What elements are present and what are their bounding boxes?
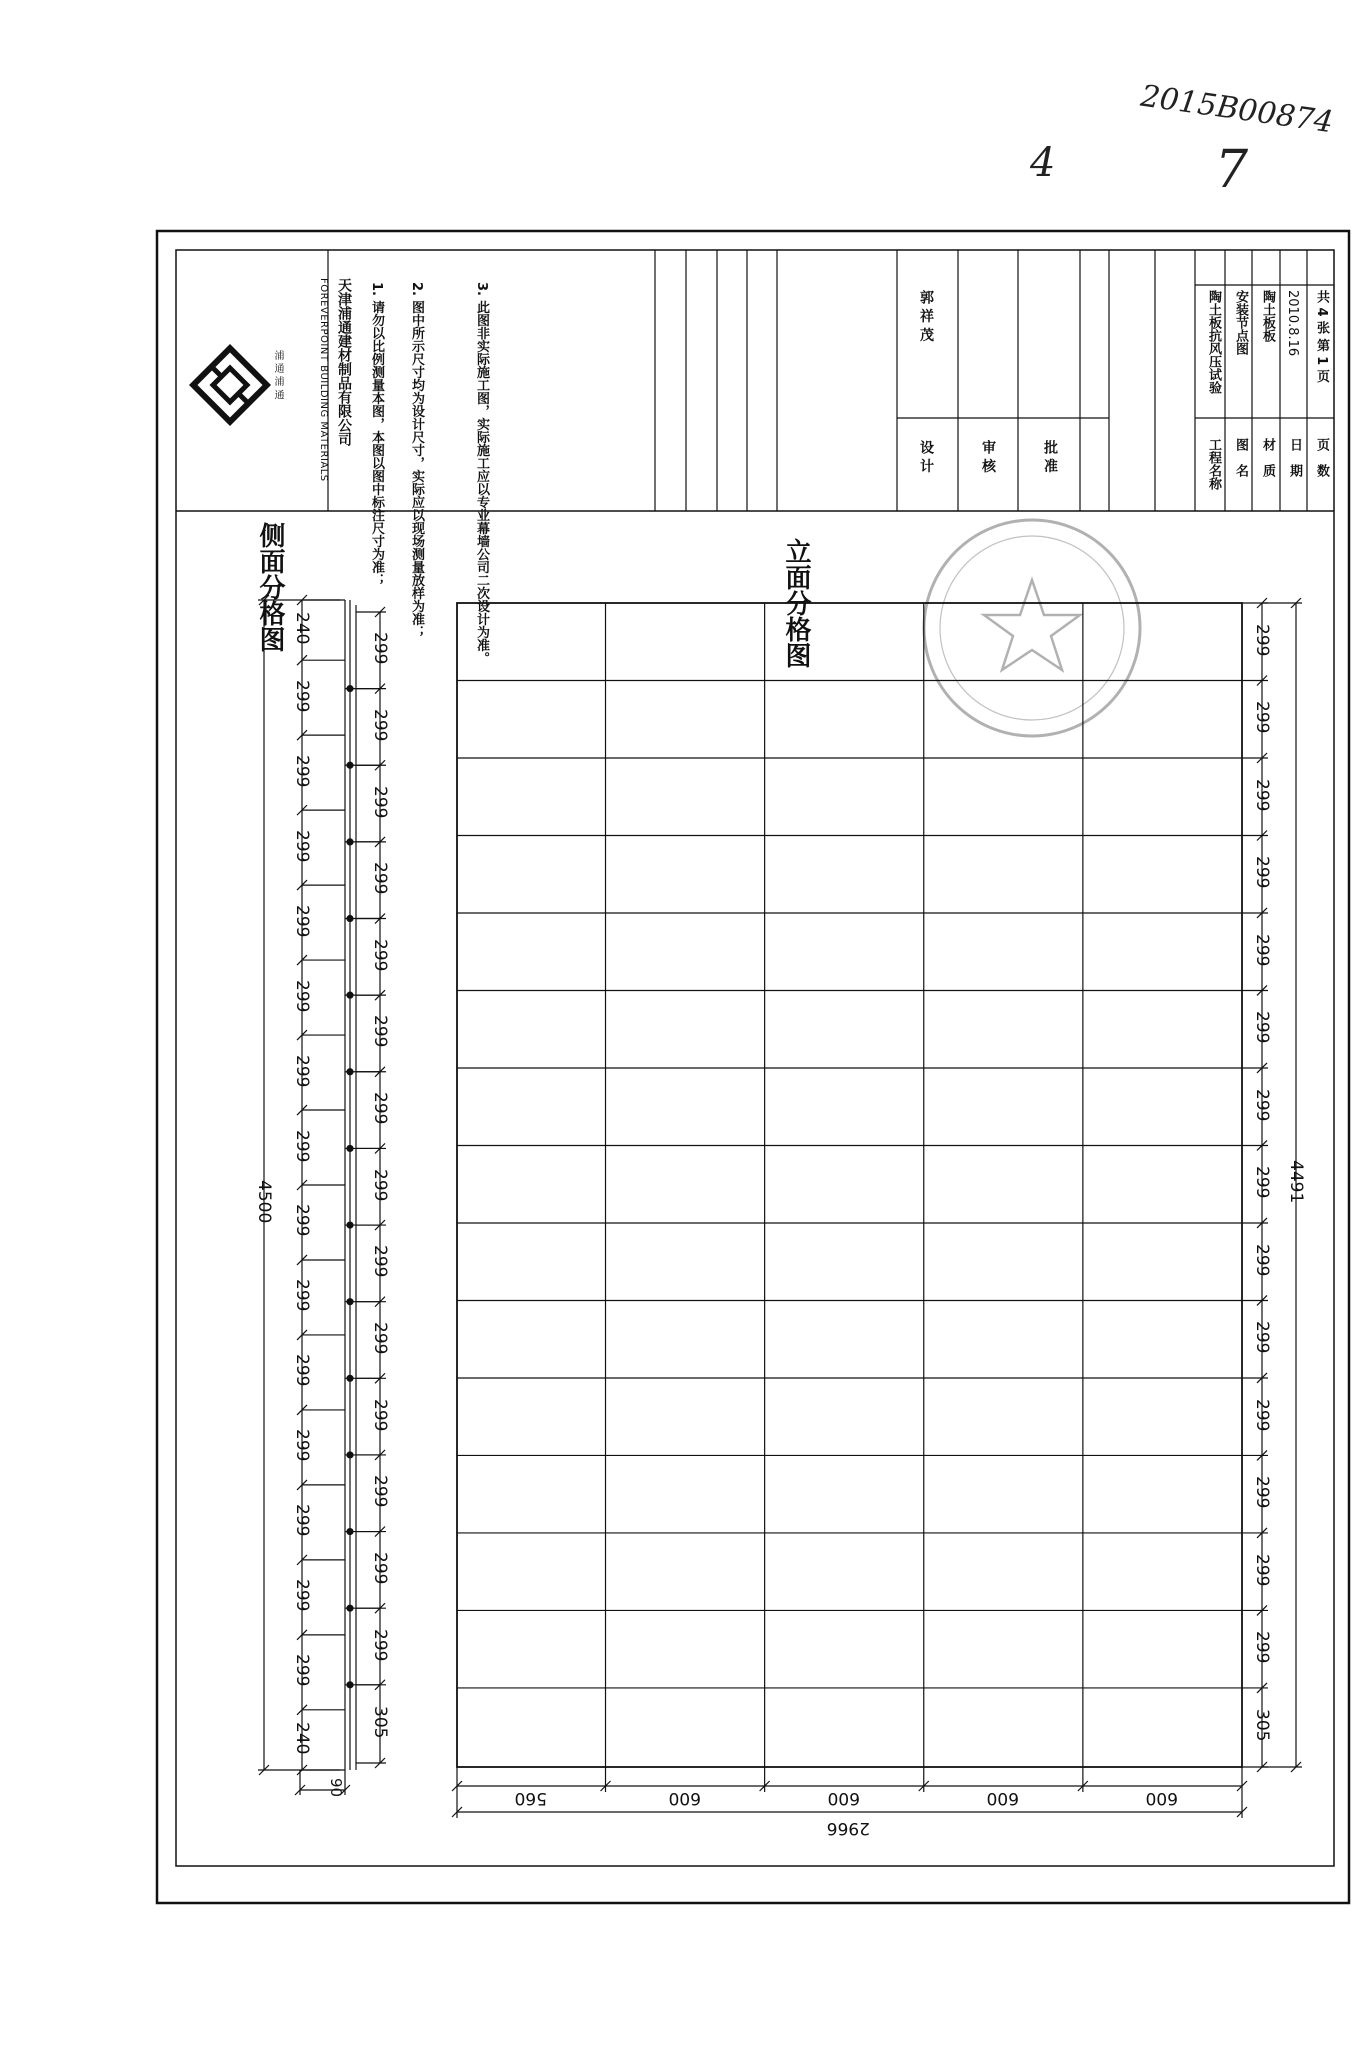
side-left-dimension-label: 240	[292, 1721, 312, 1755]
field-material-label: 材 质	[1260, 438, 1275, 477]
outer-frame	[157, 231, 1349, 1903]
side-right-dimension-label: 299	[370, 708, 390, 742]
front-elevation-grid	[457, 603, 1242, 1767]
role-designer-value: 郭 祥 茂	[918, 290, 934, 342]
side-left-dimension-label: 299	[292, 1279, 312, 1312]
field-drawing-label: 图 名	[1233, 438, 1248, 477]
field-project-label: 工程名称	[1206, 438, 1221, 490]
page-number-left: 4	[1030, 140, 1056, 186]
front-overall-height: 4491	[1286, 1160, 1306, 1204]
side-overall-dimension: 4500	[254, 1180, 274, 1224]
field-pages-label: 页 数	[1314, 438, 1329, 477]
side-left-dimension-label: 299	[292, 829, 312, 863]
front-row-dimension-label: 299	[1252, 1631, 1272, 1664]
side-left-dimension-label: 299	[292, 979, 312, 1013]
front-elevation-title: 立面分格图	[781, 538, 811, 668]
official-seal	[924, 520, 1140, 736]
side-left-dimension-label: 299	[292, 1129, 312, 1162]
side-left-dimension-label: 299	[292, 1054, 312, 1087]
front-row-dimension-label: 299	[1252, 933, 1272, 967]
front-row-dimension-label: 305	[1252, 1709, 1272, 1742]
side-right-dimension-label: 299	[370, 938, 390, 972]
note-3: 3. 此图非实际施工图，实际施工应以专业幕墙公司二次设计为准。	[474, 282, 489, 665]
side-left-dimension-label: 299	[292, 754, 312, 788]
side-right-dimension-label: 299	[370, 632, 390, 665]
side-left-dimension-label: 299	[292, 1654, 312, 1687]
front-row-dimension-label: 299	[1252, 1321, 1272, 1354]
front-row-dimension-label: 299	[1252, 1088, 1272, 1122]
side-left-dimension-label: 299	[292, 904, 312, 938]
side-right-dimension-label: 299	[370, 1628, 390, 1661]
side-right-dimension-label: 299	[370, 785, 390, 819]
side-left-dimension-label: 299	[292, 1204, 312, 1237]
front-column-dimension-label: 600	[986, 1788, 1020, 1808]
logo-caption: 浦 通 浦 通	[272, 350, 283, 400]
side-right-dimension-label: 299	[370, 1015, 390, 1048]
front-column-dimension-label: 600	[827, 1788, 861, 1808]
side-elevation-dimensions	[258, 595, 386, 1798]
front-column-dimension-label: 560	[514, 1788, 548, 1808]
note-1: 1. 请勿以比例测量本图，本图以图中标注尺寸为准；	[369, 282, 384, 587]
note-2: 2. 图中所示尺寸均为设计尺寸，实际应以现场测量放样为准；	[409, 282, 424, 639]
side-right-dimension-label: 299	[370, 1551, 390, 1585]
front-row-dimension-label: 299	[1252, 856, 1272, 889]
company-name-en: FOREVERPOINT BUILDING MATERIALS	[318, 278, 329, 482]
field-date-label: 日 期	[1287, 438, 1302, 477]
side-left-dimension-label: 299	[292, 1579, 312, 1612]
role-approver-label: 批 准	[1042, 440, 1058, 473]
side-right-dimension-label: 299	[370, 862, 390, 895]
field-drawing-value: 安装节点图	[1233, 290, 1248, 355]
side-left-dimension-label: 299	[292, 1354, 312, 1387]
front-row-dimension-label: 299	[1252, 1476, 1272, 1509]
front-row-dimension-label: 299	[1252, 1011, 1272, 1044]
front-row-dimension-label: 299	[1252, 1243, 1272, 1277]
front-elevation-dimensions	[452, 598, 1302, 1818]
field-material-value: 陶土板板	[1260, 290, 1275, 342]
front-row-dimension-label: 299	[1252, 778, 1272, 812]
side-left-dimension-label: 240	[292, 612, 312, 645]
side-right-dimension-label: 299	[370, 1245, 390, 1278]
front-row-dimension-label: 299	[1252, 701, 1272, 734]
front-overall-width: 2966	[826, 1818, 870, 1838]
side-right-dimension-label: 299	[370, 1398, 390, 1432]
side-right-dimension-label: 299	[370, 1475, 390, 1508]
side-left-dimension-label: 299	[292, 679, 312, 713]
front-row-dimension-label: 299	[1252, 1166, 1272, 1199]
front-grid-border	[457, 603, 1242, 1767]
side-right-dimension-label: 299	[370, 1092, 390, 1125]
front-row-dimension-label: 299	[1252, 623, 1272, 657]
front-column-dimension-label: 600	[668, 1788, 702, 1808]
side-elevation-title: 侧面分格图	[255, 522, 285, 652]
side-left-dimension-label: 299	[292, 1504, 312, 1537]
field-date-value: 2010.8.16	[1285, 290, 1300, 357]
page-number-right: 7	[1215, 140, 1249, 200]
document-code: 2015B00874	[1138, 78, 1336, 141]
company-name-cn: 天津浦通建材制品有限公司	[336, 278, 352, 446]
front-row-dimension-label: 299	[1252, 1398, 1272, 1432]
front-column-dimension-label: 600	[1145, 1788, 1179, 1808]
side-right-dimension-label: 299	[370, 1168, 390, 1202]
role-reviewer-label: 审 核	[980, 440, 996, 473]
side-right-dimension-label: 305	[370, 1705, 390, 1739]
side-bottom-dimension: 90	[327, 1778, 345, 1798]
role-designer-label: 设 计	[918, 440, 934, 473]
front-row-dimension-label: 299	[1252, 1553, 1272, 1587]
company-logo	[193, 348, 267, 422]
field-pages-value: 共 4 张 第 1 页	[1314, 290, 1329, 383]
field-project-value: 陶土板抗风压试验	[1206, 290, 1221, 394]
side-right-dimension-label: 299	[370, 1321, 390, 1355]
side-left-dimension-label: 299	[292, 1429, 312, 1462]
